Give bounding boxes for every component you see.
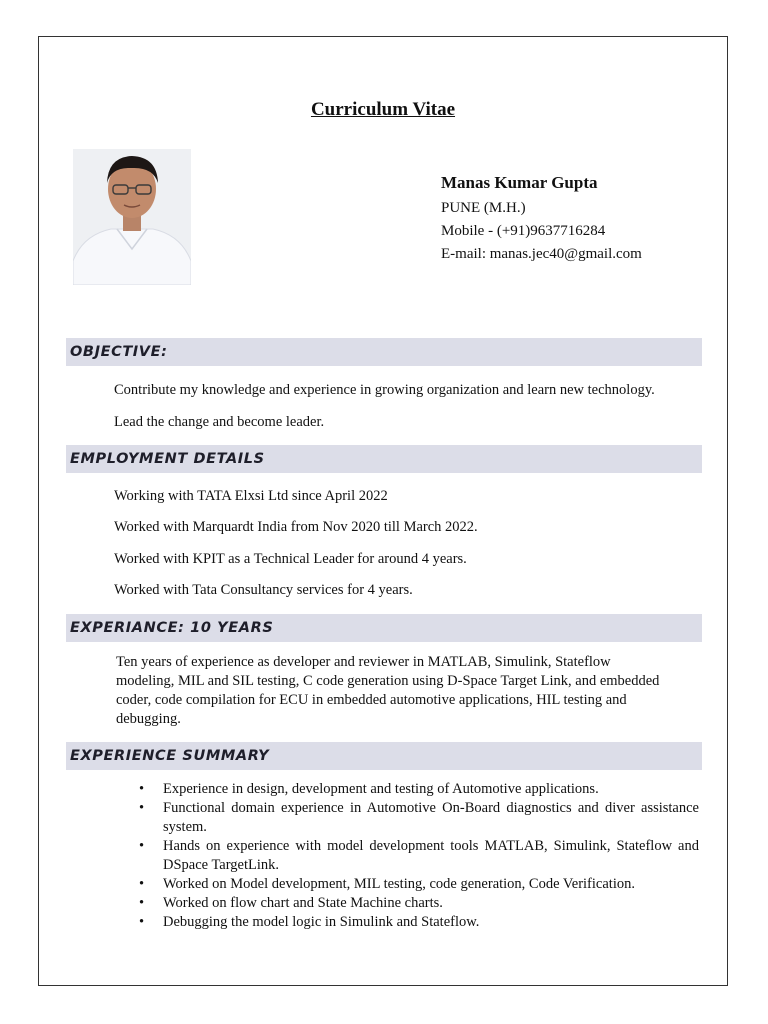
email-address: E-mail: manas.jec40@gmail.com (441, 246, 642, 262)
summary-item: • Experience in design, development and testing of Automotive applications. (139, 781, 599, 797)
experience-paragraph: Ten years of experience as developer and reviewer in MATLAB, Simulink, Stateflow modeling, MIL and SIL testing, C code generation using D-Space Target Link, and embedded coder, code compilation for ECU in embedded automotive applications, HIL testing and debugging. (116, 654, 660, 727)
document-title: Curriculum Vitae (310, 99, 456, 120)
employment-line: Worked with Tata Consultancy services for 4 years. (114, 582, 413, 598)
experience-heading: EXPERIANCE: 10 YEARS (66, 614, 702, 642)
bullet-icon: • (139, 876, 145, 892)
employment-line: Worked with Marquardt India from Nov 2020 till March 2022. (114, 519, 478, 535)
employment-line: Working with TATA Elxsi Ltd since April 2022 (114, 488, 388, 504)
summary-item: • Worked on Model development, MIL testing, code generation, Code Verification. (139, 876, 635, 892)
bullet-icon: • (139, 838, 145, 854)
employment-heading: EMPLOYMENT DETAILS (66, 445, 702, 473)
contact-block (441, 171, 642, 266)
employment-line: Worked with KPIT as a Technical Leader for around 4 years. (114, 551, 467, 567)
mobile-number: Mobile - (+91)9637716284 (441, 223, 606, 239)
objective-heading: OBJECTIVE: (66, 338, 702, 366)
location: PUNE (M.H.) (441, 200, 526, 216)
bullet-icon: • (139, 895, 145, 911)
summary-item: • Debugging the model logic in Simulink and Stateflow. (139, 914, 480, 930)
summary-list (135, 780, 699, 932)
summary-item: • Functional domain experience in Automotive On-Board diagnostics and diver assistance system. (139, 800, 699, 835)
candidate-name: Manas Kumar Gupta (441, 173, 598, 192)
profile-photo-illustration (73, 149, 191, 285)
bullet-icon: • (139, 800, 145, 816)
objective-line: Contribute my knowledge and experience in growing organization and learn new technology. (114, 382, 655, 398)
resume-page (38, 36, 728, 986)
summary-item: • Hands on experience with model development tools MATLAB, Simulink, Stateflow and DSpace TargetLink. (139, 838, 699, 873)
summary-item: • Worked on flow chart and State Machine charts. (139, 895, 443, 911)
bullet-icon: • (139, 781, 145, 797)
summary-heading: EXPERIENCE SUMMARY (66, 742, 702, 770)
profile-photo (73, 149, 191, 285)
objective-line: Lead the change and become leader. (114, 414, 325, 430)
bullet-icon: • (139, 914, 145, 930)
